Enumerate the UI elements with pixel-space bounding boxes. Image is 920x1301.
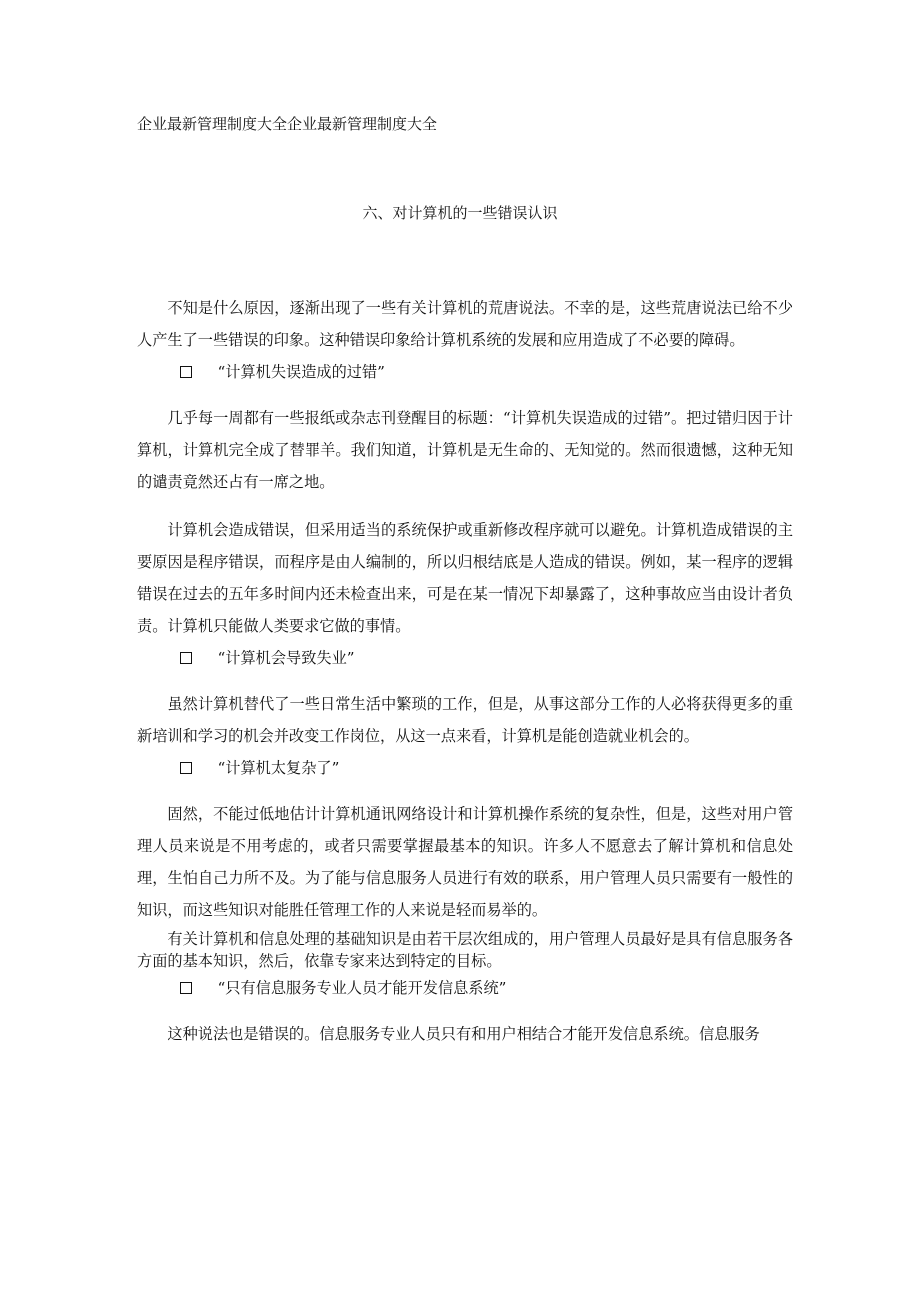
paragraph: 计算机会造成错误，但采用适当的系统保护或重新修改程序就可以避免。计算机造成错误的主要原因是程序错误，而程序是由人编制的，所以归根结底是人造成的错误。例如，某一程序的逻辑错误在过去的五年多时间内还未检查出来，可是在某一情况下却暴露了，这种事故应当由设计者负责。计算机只能做人类要求它做的事情。 <box>137 521 793 635</box>
running-header: 企业最新管理制度大全企业最新管理制度大全 <box>137 115 438 133</box>
checkbox-square-icon <box>180 982 192 994</box>
misconception-heading-3 <box>137 752 793 784</box>
paragraph: 固然，不能过低地估计计算机通讯网络设计和计算机操作系统的复杂性，但是，这些对用户管理人员来说是不用考虑的，或者只需要掌握最基本的知识。许多人不愿意去了解计算机和信息处理，生怕自己力所不及。为了能与信息服务人员进行有效的联系，用户管理人员只需要有一般性的知识，而这些知识对能胜任管理工作的人来说是轻而易举的。 <box>137 805 793 919</box>
heading-text: “计算机会导致失业” <box>217 649 355 667</box>
paragraph: 有关计算机和信息处理的基础知识是由若干层次组成的，用户管理人员最好是具有信息服务各方面的基本知识，然后，依靠专家来达到特定的目标。 <box>137 930 793 970</box>
paragraph: 几乎每一周都有一些报纸或杂志刊登醒目的标题：“计算机失误造成的过错”。把过错归因于计算机，计算机完全成了替罪羊。我们知道，计算机是无生命的、无知觉的。然而很遗憾，这种无知的谴责竟然还占有一席之地。 <box>137 409 793 491</box>
checkbox-square-icon <box>180 762 192 774</box>
intro-paragraph: 不知是什么原因，逐渐出现了一些有关计算机的荒唐说法。不幸的是，这些荒唐说法已给不少人产生了一些错误的印象。这种错误印象给计算机系统的发展和应用造成了不必要的障碍。 <box>137 299 793 349</box>
checkbox-square-icon <box>180 652 192 664</box>
paragraph: 虽然计算机替代了一些日常生活中繁琐的工作，但是，从事这部分工作的人必将获得更多的重新培训和学习的机会并改变工作岗位，从这一点来看，计算机是能创造就业机会的。 <box>137 695 793 745</box>
checkbox-square-icon <box>180 366 192 378</box>
heading-text: “只有信息服务专业人员才能开发信息系统” <box>217 979 507 997</box>
misconception-heading-4 <box>137 972 793 1004</box>
misconception-heading-1 <box>137 356 793 388</box>
document-body <box>137 292 793 1050</box>
section-title: 六、对计算机的一些错误认识 <box>362 204 558 222</box>
paragraph: 这种说法也是错误的。信息服务专业人员只有和用户相结合才能开发信息系统。信息服务 <box>167 1025 760 1043</box>
misconception-heading-2 <box>137 642 793 674</box>
heading-text: “计算机失误造成的过错” <box>217 363 385 381</box>
heading-text: “计算机太复杂了” <box>217 759 340 777</box>
